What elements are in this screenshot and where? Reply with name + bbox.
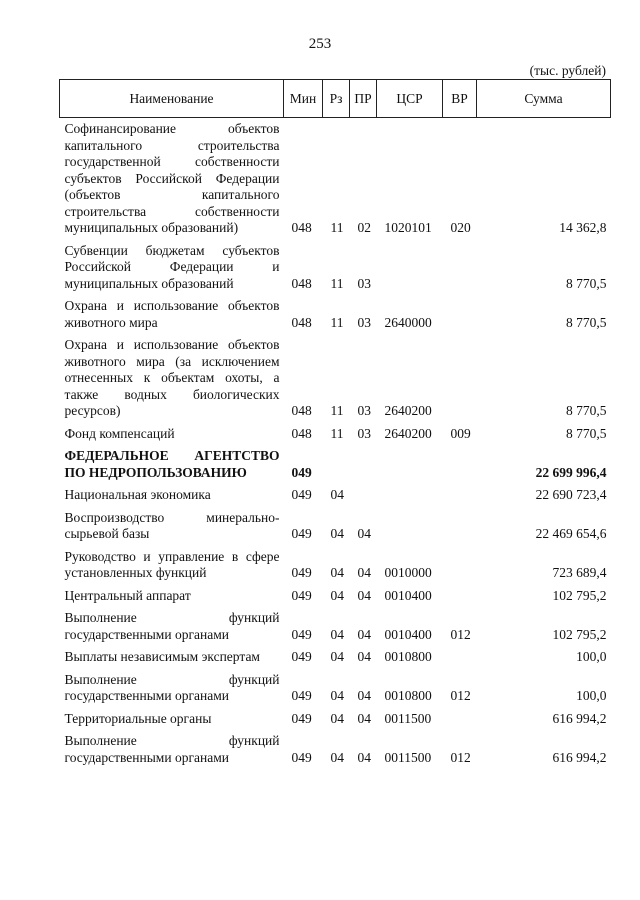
row-sum-cell: 723 689,4 xyxy=(552,565,607,580)
row-sum-cell: 616 994,2 xyxy=(552,710,607,726)
row-name-cell: Охрана и использование объектов животного мира (за исключением отнесенных к объектам охоты, а также водных биологических ресурсов) xyxy=(64,337,280,418)
table-row xyxy=(60,585,611,608)
row-sum-cell: 102 795,2 xyxy=(552,626,607,642)
row-pr-cell: 03 xyxy=(357,425,371,441)
table-row xyxy=(60,646,611,669)
row-vr-cell xyxy=(443,334,477,423)
row-name-cell: Софинансирование объектов капитального строительства государственной собственности субъектов Российской Федерации (объектов капитального строительства собственности муниципальных образований) xyxy=(64,121,280,235)
row-vr-cell xyxy=(443,484,477,507)
row-vr-cell xyxy=(443,585,477,608)
row-rz-cell: 04 xyxy=(330,626,344,642)
row-csr-cell: 1020101 xyxy=(384,220,432,235)
row-vr-cell: 020 xyxy=(450,220,471,235)
row-min-cell: 048 xyxy=(291,220,312,235)
row-csr-cell: 2640200 xyxy=(384,425,432,441)
row-pr-cell: 04 xyxy=(357,526,371,541)
table-row xyxy=(60,546,611,585)
row-csr-cell: 0010000 xyxy=(384,565,432,580)
table-row xyxy=(60,295,611,334)
row-sum-cell: 14 362,8 xyxy=(559,220,607,235)
row-csr-cell: 0010400 xyxy=(384,626,432,642)
table-row xyxy=(60,118,611,240)
row-name-cell: Фонд компенсаций xyxy=(64,425,175,441)
row-csr-cell xyxy=(377,507,443,546)
row-rz-cell: 04 xyxy=(330,526,344,541)
row-rz-cell: 11 xyxy=(330,314,344,330)
row-name-cell: Центральный аппарат xyxy=(64,587,191,603)
row-rz-cell: 04 xyxy=(330,587,344,603)
row-vr-cell xyxy=(443,445,477,484)
row-min-cell: 049 xyxy=(291,649,312,664)
row-csr-cell: 2640200 xyxy=(384,403,432,418)
row-name-cell: Национальная экономика xyxy=(64,487,211,502)
row-csr-cell: 0011500 xyxy=(384,710,432,726)
row-vr-cell xyxy=(443,295,477,334)
row-min-cell: 048 xyxy=(291,425,312,441)
row-min-cell: 049 xyxy=(291,626,312,642)
row-sum-cell: 22 690 723,4 xyxy=(535,487,607,502)
row-min-cell: 048 xyxy=(291,403,312,418)
row-pr-cell: 02 xyxy=(357,220,371,235)
row-csr-cell: 0010800 xyxy=(384,649,432,664)
header-row xyxy=(60,80,611,118)
table-row xyxy=(60,484,611,507)
row-min-cell: 049 xyxy=(291,749,312,765)
row-sum-cell: 8 770,5 xyxy=(566,314,607,330)
row-pr-cell: 04 xyxy=(357,565,371,580)
column-header-pr: ПР xyxy=(350,80,377,118)
row-min-cell: 049 xyxy=(291,587,312,603)
row-vr-cell: 012 xyxy=(450,626,471,642)
page-number: 253 xyxy=(308,36,332,52)
row-min-cell: 048 xyxy=(291,275,312,291)
row-name-cell: Выполнение функций государственными органами xyxy=(64,610,280,642)
table-header xyxy=(60,80,611,118)
row-name-cell: Охрана и использование объектов животного мира xyxy=(64,298,280,330)
row-rz-cell: 11 xyxy=(330,275,344,291)
row-rz-cell: 04 xyxy=(330,565,344,580)
row-min-cell: 049 xyxy=(291,710,312,726)
row-pr-cell xyxy=(350,445,377,484)
row-sum-cell: 100,0 xyxy=(576,688,607,703)
row-sum-cell: 8 770,5 xyxy=(566,425,607,441)
row-rz-cell: 11 xyxy=(330,425,344,441)
table-row xyxy=(60,507,611,546)
row-min-cell: 048 xyxy=(291,314,312,330)
row-pr-cell: 04 xyxy=(357,626,371,642)
row-pr-cell: 04 xyxy=(357,587,371,603)
row-pr-cell: 03 xyxy=(357,275,371,291)
row-sum-cell: 8 770,5 xyxy=(566,403,607,418)
row-pr-cell: 03 xyxy=(357,314,371,330)
row-pr-cell: 04 xyxy=(357,649,371,664)
row-pr-cell: 03 xyxy=(357,403,371,418)
row-name-cell: ФЕДЕРАЛЬНОЕ АГЕНТСТВО ПО НЕДРОПОЛЬЗОВАНИЮ xyxy=(64,448,280,480)
row-name-cell: Выполнение функций государственными органами xyxy=(64,671,280,703)
row-vr-cell xyxy=(443,708,477,731)
column-header-name: Наименование xyxy=(60,80,284,118)
row-csr-cell xyxy=(377,484,443,507)
row-csr-cell: 2640000 xyxy=(384,314,432,330)
row-rz-cell: 04 xyxy=(330,710,344,726)
row-sum-cell: 22 469 654,6 xyxy=(535,526,607,541)
row-min-cell: 049 xyxy=(291,526,312,541)
row-min-cell: 049 xyxy=(291,487,312,502)
row-rz-cell: 04 xyxy=(330,649,344,664)
units-label: (тыс. рублей) xyxy=(529,63,606,78)
row-vr-cell xyxy=(443,546,477,585)
row-sum-cell: 102 795,2 xyxy=(552,587,607,603)
row-vr-cell: 009 xyxy=(450,425,471,441)
row-name-cell: Выплаты независимым экспертам xyxy=(64,649,260,664)
row-rz-cell: 04 xyxy=(330,487,344,502)
table-row xyxy=(60,607,611,646)
row-vr-cell xyxy=(443,646,477,669)
row-vr-cell: 012 xyxy=(450,749,471,765)
row-pr-cell: 04 xyxy=(357,688,371,703)
row-pr-cell: 04 xyxy=(357,749,371,765)
table-row xyxy=(60,334,611,423)
row-pr-cell xyxy=(350,484,377,507)
row-name-cell: Территориальные органы xyxy=(64,710,212,726)
row-csr-cell: 0010400 xyxy=(384,587,432,603)
row-csr-cell: 0011500 xyxy=(384,749,432,765)
column-header-csr: ЦСР xyxy=(377,80,443,118)
row-rz-cell: 04 xyxy=(330,749,344,765)
table-row xyxy=(60,423,611,446)
row-sum-cell: 616 994,2 xyxy=(552,749,607,765)
column-header-rz: Рз xyxy=(323,80,350,118)
row-name-cell: Воспроизводство минерально-сырьевой базы xyxy=(64,509,280,541)
row-name-cell: Руководство и управление в сфере установленных функций xyxy=(64,548,280,580)
table-row xyxy=(60,669,611,708)
table-row xyxy=(60,730,611,769)
table-row xyxy=(60,445,611,484)
row-sum-cell: 8 770,5 xyxy=(566,275,607,291)
row-csr-cell: 0010800 xyxy=(384,688,432,703)
column-header-sum: Сумма xyxy=(477,80,611,118)
row-sum-cell: 100,0 xyxy=(576,649,607,664)
row-rz-cell: 04 xyxy=(330,688,344,703)
row-rz-cell xyxy=(323,445,350,484)
row-min-cell: 049 xyxy=(291,565,312,580)
row-sum-cell: 22 699 996,4 xyxy=(535,464,607,480)
row-name-cell: Выполнение функций государственными органами xyxy=(64,733,280,765)
row-min-cell: 049 xyxy=(291,464,312,480)
row-name-cell: Субвенции бюджетам субъектов Российской Федерации и муниципальных образований xyxy=(64,242,280,291)
table-body xyxy=(60,118,611,770)
row-vr-cell xyxy=(443,507,477,546)
table-row xyxy=(60,708,611,731)
row-csr-cell xyxy=(377,445,443,484)
row-rz-cell: 11 xyxy=(330,220,344,235)
column-header-vr: ВР xyxy=(443,80,477,118)
table-row xyxy=(60,240,611,296)
row-pr-cell: 04 xyxy=(357,710,371,726)
row-min-cell: 049 xyxy=(291,688,312,703)
row-vr-cell xyxy=(443,240,477,296)
row-vr-cell: 012 xyxy=(450,688,471,703)
column-header-min: Мин xyxy=(284,80,323,118)
row-csr-cell xyxy=(377,240,443,296)
budget-table xyxy=(59,79,611,769)
row-rz-cell: 11 xyxy=(330,403,344,418)
